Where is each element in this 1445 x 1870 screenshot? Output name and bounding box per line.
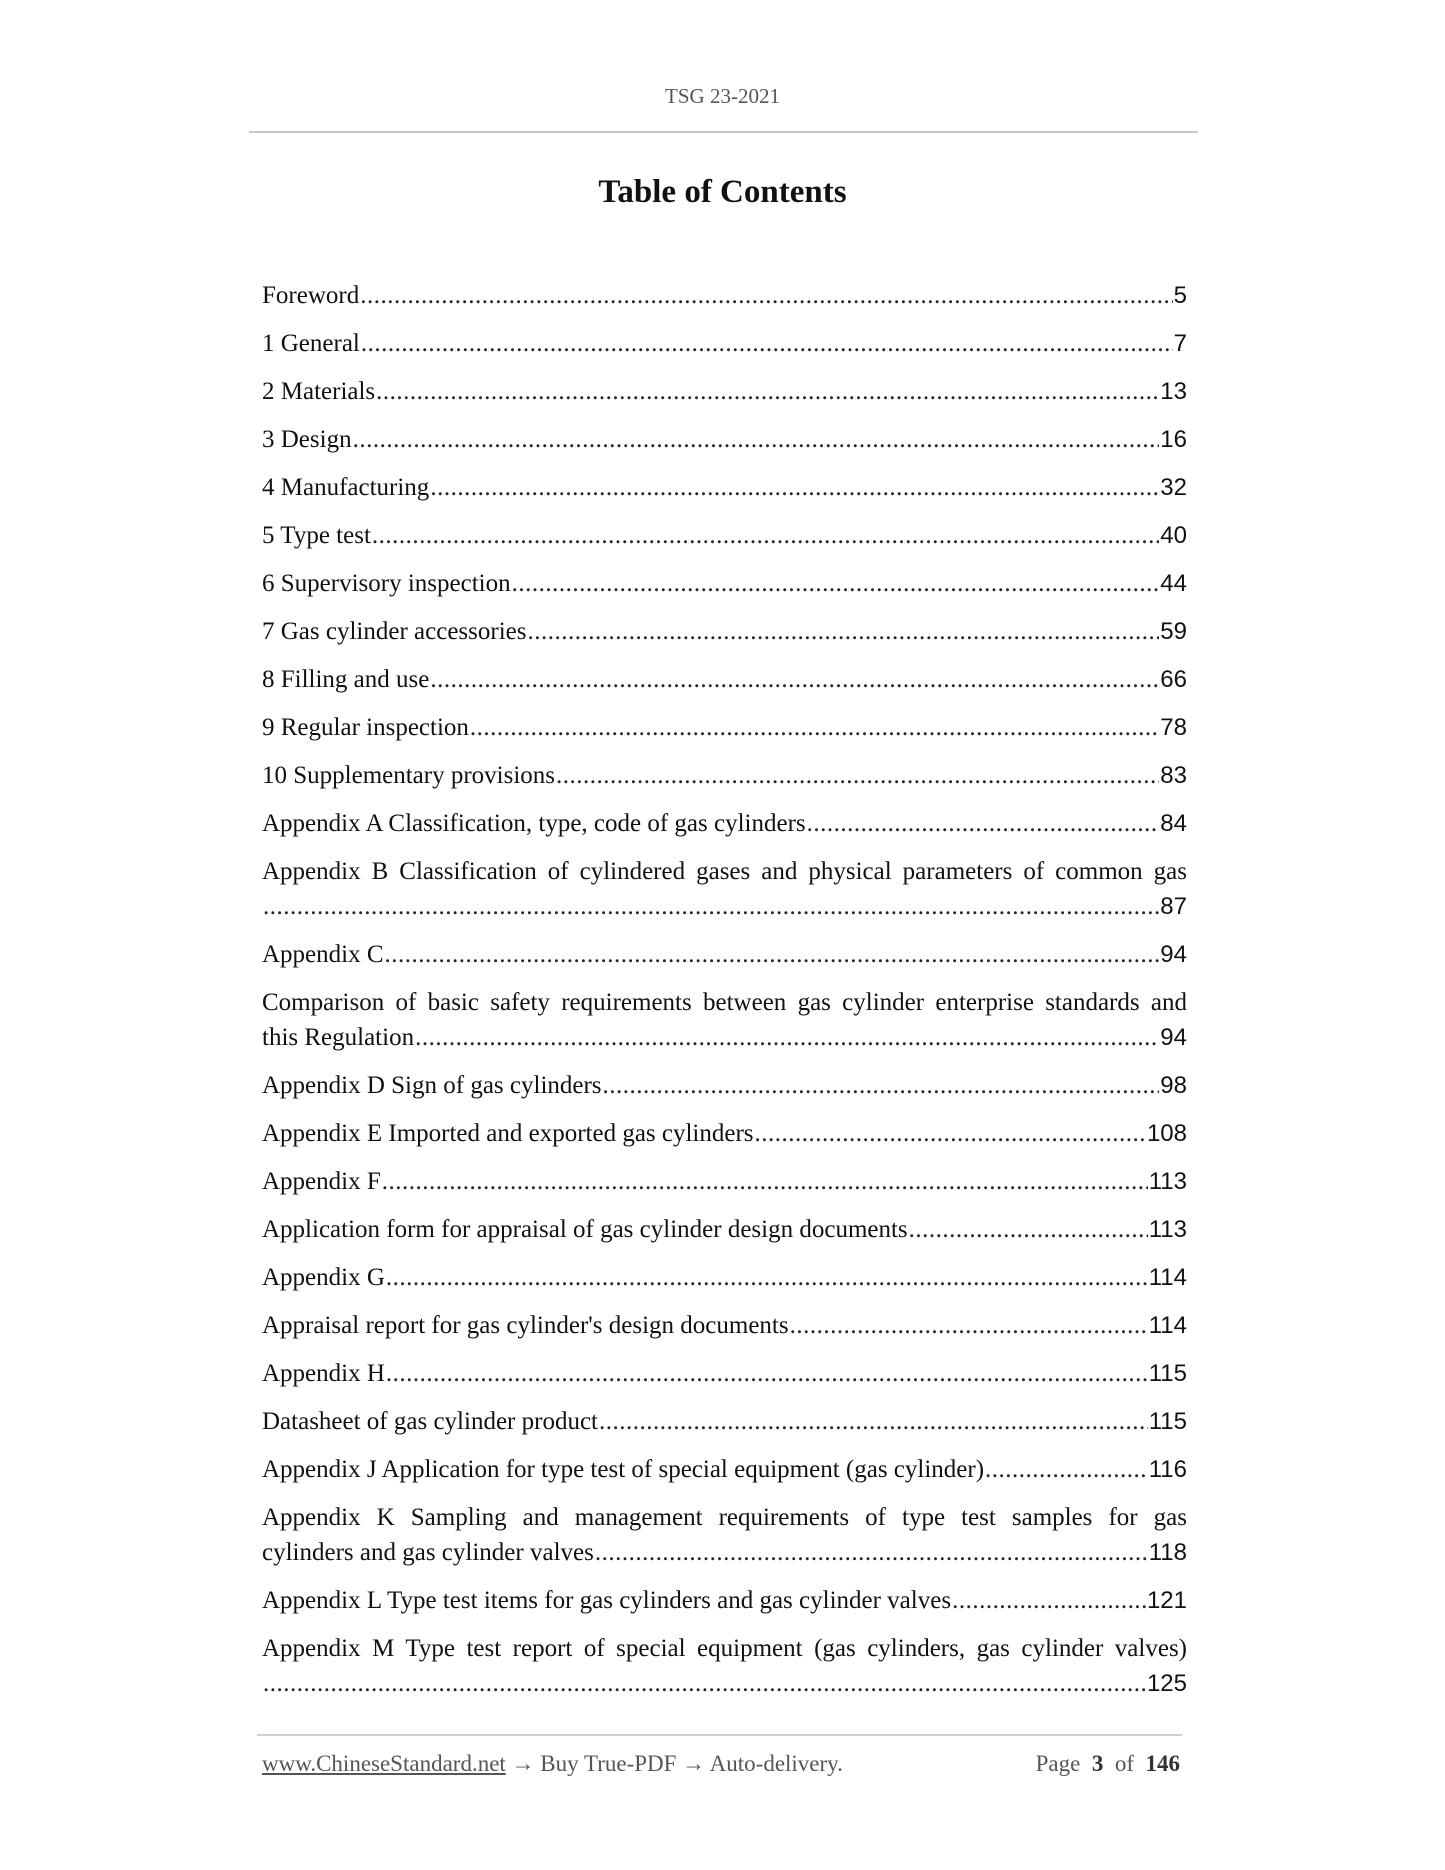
- toc-entry[interactable]: [262, 854, 1187, 924]
- dot-leader: [470, 710, 1159, 745]
- toc-entry-page: 115: [1148, 1408, 1187, 1435]
- toc-entry-page: 5: [1173, 282, 1187, 309]
- toc-entry-page: 113: [1148, 1168, 1187, 1195]
- toc-entry-line: [262, 1356, 1187, 1391]
- toc-entry-line: [262, 1452, 1187, 1487]
- toc-entry-label: 2 Materials: [262, 378, 376, 405]
- dot-leader: [361, 326, 1173, 361]
- toc-entry-page: 44: [1160, 570, 1187, 597]
- toc-entry-line: [262, 614, 1187, 649]
- toc-entry[interactable]: [262, 518, 1187, 553]
- toc-entry-label: Appendix L Type test items for gas cylinders and gas cylinder valves: [262, 1587, 952, 1614]
- toc-entry-page: 59: [1160, 618, 1187, 645]
- total-pages: 146: [1145, 1751, 1180, 1776]
- toc-entry-label: 6 Supervisory inspection: [262, 570, 511, 597]
- dot-leader: [599, 1404, 1148, 1439]
- toc-entry-label: 4 Manufacturing: [262, 474, 430, 501]
- toc-entry-page: 94: [1160, 1024, 1187, 1051]
- toc-entry-line: [262, 1068, 1187, 1103]
- toc-entry-line: [262, 422, 1187, 457]
- dot-leader: [386, 1260, 1148, 1295]
- toc-entry-line: [262, 1116, 1187, 1151]
- toc-entry-page: 83: [1160, 762, 1187, 789]
- toc-entry[interactable]: [262, 1068, 1187, 1103]
- toc-entry[interactable]: [262, 1631, 1187, 1701]
- toc-entry-page: 66: [1160, 666, 1187, 693]
- toc-entry-label-line1: Appendix M Type test report of special equipment (gas cylinders, gas cylinder valves): [262, 1635, 1187, 1662]
- toc-entry[interactable]: [262, 937, 1187, 972]
- toc-entry-page: 118: [1148, 1539, 1187, 1566]
- document-code-header: TSG 23-2021: [665, 84, 780, 108]
- toc-entry[interactable]: [262, 278, 1187, 313]
- dot-leader: [386, 1356, 1148, 1391]
- dot-leader: [909, 1212, 1148, 1247]
- dot-leader: [556, 758, 1159, 793]
- toc-entry[interactable]: [262, 1164, 1187, 1199]
- dot-leader: [952, 1583, 1146, 1618]
- dot-leader: [807, 806, 1160, 841]
- dot-leader: [512, 566, 1160, 601]
- toc-entry[interactable]: [262, 614, 1187, 649]
- toc-entry[interactable]: [262, 1452, 1187, 1487]
- dot-leader: [353, 422, 1160, 457]
- dot-leader: [376, 374, 1159, 409]
- page-title: Table of Contents: [598, 174, 847, 210]
- toc-entry[interactable]: [262, 566, 1187, 601]
- toc-entry[interactable]: [262, 1308, 1187, 1343]
- toc-entry-label: this Regulation: [262, 1024, 415, 1051]
- dot-leader: [790, 1308, 1148, 1343]
- toc-entry-line: [262, 518, 1187, 553]
- toc-entry-label: Appendix F: [262, 1168, 381, 1195]
- toc-entry-line: [262, 470, 1187, 505]
- dot-leader: [415, 1020, 1159, 1055]
- toc-entry-page: 121: [1146, 1587, 1187, 1614]
- current-page: 3: [1091, 1751, 1104, 1776]
- toc-entry-line: [262, 1666, 1187, 1701]
- toc-entry-line: [262, 1260, 1187, 1295]
- toc-entry-label: Appendix G: [262, 1264, 385, 1291]
- toc-entry-page: 7: [1173, 330, 1187, 357]
- toc-entry-page: 116: [1148, 1456, 1187, 1483]
- toc-entry-label: 9 Regular inspection: [262, 714, 469, 741]
- dot-leader: [360, 278, 1172, 313]
- toc-entry-line: [262, 662, 1187, 697]
- toc-entry-label: 8 Filling and use: [262, 666, 430, 693]
- toc-entry-page: 94: [1160, 941, 1187, 968]
- toc-entry-label: 10 Supplementary provisions: [262, 762, 556, 789]
- header-divider: [249, 131, 1198, 133]
- toc-entry-page: 114: [1148, 1312, 1187, 1339]
- dot-leader: [382, 1164, 1148, 1199]
- toc-entry-line: [262, 1535, 1187, 1570]
- toc-entry-page: 98: [1160, 1072, 1187, 1099]
- toc-entry-label: Appendix D Sign of gas cylinders: [262, 1072, 602, 1099]
- table-of-contents: [262, 278, 1187, 1714]
- toc-entry[interactable]: [262, 662, 1187, 697]
- toc-entry-label: 1 General: [262, 330, 360, 357]
- dot-leader: [603, 1068, 1160, 1103]
- toc-entry-line: [262, 889, 1187, 924]
- toc-entry[interactable]: [262, 1116, 1187, 1151]
- toc-entry-label: Appraisal report for gas cylinder's design documents: [262, 1312, 789, 1339]
- toc-entry[interactable]: [262, 1500, 1187, 1570]
- toc-entry[interactable]: [262, 1356, 1187, 1391]
- toc-entry[interactable]: [262, 1583, 1187, 1618]
- toc-entry-label: 7 Gas cylinder accessories: [262, 618, 527, 645]
- toc-entry-label: Application form for appraisal of gas cylinder design documents: [262, 1216, 908, 1243]
- toc-entry-label-line1: Appendix B Classification of cylindered gases and physical parameters of common gas: [262, 858, 1187, 885]
- toc-entry-label-line1: Comparison of basic safety requirements between gas cylinder enterprise standards and: [262, 989, 1187, 1016]
- toc-entry-page: 16: [1160, 426, 1187, 453]
- toc-entry-page: 114: [1148, 1264, 1187, 1291]
- toc-entry-label-line1: Appendix K Sampling and management requirements of type test samples for gas: [262, 1504, 1187, 1531]
- page-number: [1036, 1751, 1180, 1777]
- page-word: Page: [1035, 1751, 1081, 1776]
- dot-leader: [385, 937, 1160, 972]
- footer-divider: [257, 1734, 1182, 1736]
- dot-leader: [430, 662, 1159, 697]
- dot-leader: [595, 1535, 1148, 1570]
- toc-entry-label: 5 Type test: [262, 522, 371, 549]
- toc-entry-line: [262, 1404, 1187, 1439]
- toc-entry-line: [262, 326, 1187, 361]
- dot-leader: [755, 1116, 1146, 1151]
- toc-entry-line: [262, 1308, 1187, 1343]
- toc-entry-page: 113: [1148, 1216, 1187, 1243]
- dot-leader: [985, 1452, 1148, 1487]
- toc-entry-line: [262, 1583, 1187, 1618]
- page-footer: [262, 1751, 1180, 1777]
- dot-leader: [372, 518, 1159, 553]
- toc-entry-page: 32: [1160, 474, 1187, 501]
- toc-entry-page: 125: [1146, 1670, 1187, 1697]
- toc-entry-line: [262, 710, 1187, 745]
- page-of-word: of: [1114, 1751, 1134, 1776]
- toc-entry[interactable]: [262, 806, 1187, 841]
- dot-leader: [430, 470, 1159, 505]
- toc-entry-line: [262, 278, 1187, 313]
- toc-entry-page: 115: [1148, 1360, 1187, 1387]
- toc-entry[interactable]: [262, 1212, 1187, 1247]
- promo-text: → Buy True-PDF → Auto-delivery.: [505, 1751, 843, 1776]
- dot-leader: [527, 614, 1159, 649]
- toc-entry-line: [262, 566, 1187, 601]
- toc-entry-line: [262, 1212, 1187, 1247]
- toc-entry-page: 13: [1160, 378, 1187, 405]
- toc-entry-page: 108: [1146, 1120, 1187, 1147]
- toc-entry-line: [262, 1020, 1187, 1055]
- toc-entry-page: 87: [1160, 893, 1187, 920]
- toc-entry-line: [262, 374, 1187, 409]
- toc-entry-label: Appendix C: [262, 941, 384, 968]
- dot-leader: [263, 1666, 1146, 1701]
- footer-promo: [262, 1751, 843, 1777]
- toc-entry-label: Datasheet of gas cylinder product: [262, 1408, 598, 1435]
- toc-entry-label: Appendix A Classification, type, code of gas cylinders: [262, 810, 806, 837]
- toc-entry-label: Appendix E Imported and exported gas cylinders: [262, 1120, 754, 1147]
- toc-entry-page: 40: [1160, 522, 1187, 549]
- toc-entry[interactable]: [262, 1404, 1187, 1439]
- toc-entry[interactable]: [262, 985, 1187, 1055]
- toc-entry[interactable]: [262, 422, 1187, 457]
- toc-entry-label: cylinders and gas cylinder valves: [262, 1539, 594, 1566]
- toc-entry-line: [262, 806, 1187, 841]
- toc-entry-line: [262, 758, 1187, 793]
- toc-entry[interactable]: [262, 710, 1187, 745]
- toc-entry-page: 84: [1160, 810, 1187, 837]
- dot-leader: [263, 889, 1159, 924]
- toc-entry-page: 78: [1160, 714, 1187, 741]
- toc-entry[interactable]: [262, 1260, 1187, 1295]
- toc-entry-label: Appendix J Application for type test of special equipment (gas cylinder): [262, 1456, 985, 1483]
- toc-entry[interactable]: [262, 374, 1187, 409]
- toc-entry-line: [262, 1164, 1187, 1199]
- website-link[interactable]: www.ChineseStandard.net: [262, 1751, 506, 1776]
- toc-entry[interactable]: [262, 470, 1187, 505]
- toc-entry-label: 3 Design: [262, 426, 352, 453]
- toc-entry[interactable]: [262, 758, 1187, 793]
- toc-entry[interactable]: [262, 326, 1187, 361]
- toc-entry-label: Appendix H: [262, 1360, 385, 1387]
- toc-entry-label: Foreword: [262, 282, 360, 309]
- toc-entry-line: [262, 937, 1187, 972]
